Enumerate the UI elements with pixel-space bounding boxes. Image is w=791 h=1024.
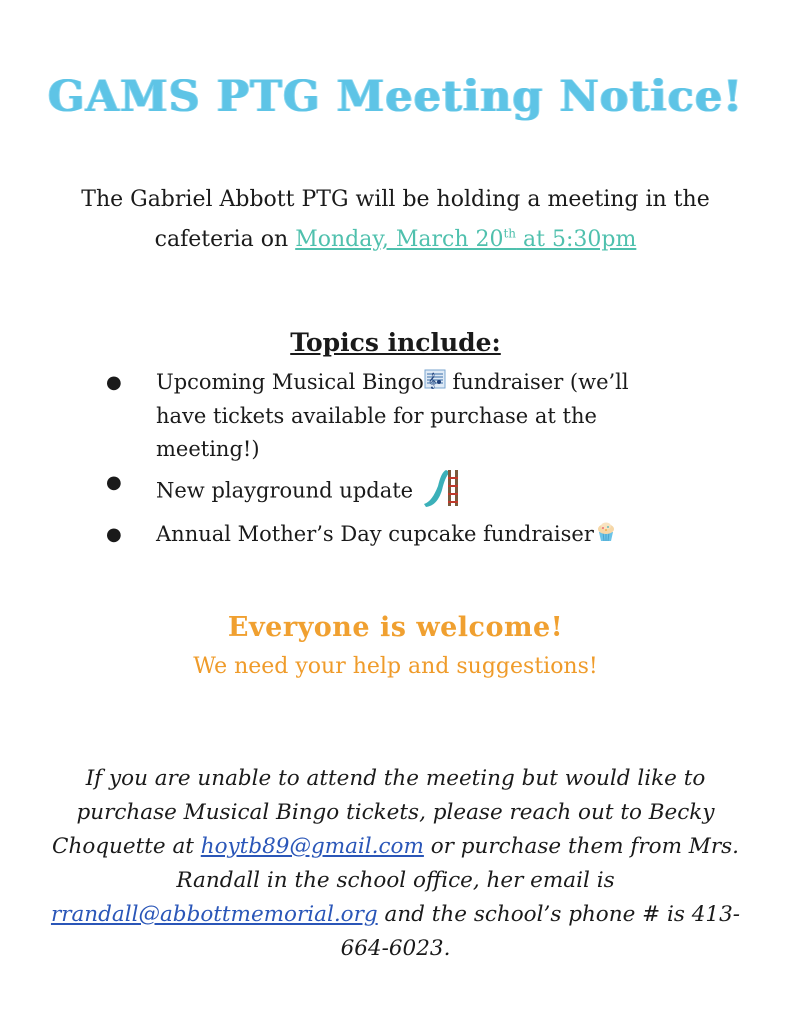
bullet-icon: ● — [106, 472, 122, 493]
svg-text:𝄞: 𝄞 — [427, 373, 437, 389]
intro-text: The Gabriel Abbott PTG will be holding a meeting in the cafeteria on — [81, 187, 710, 252]
email-link-randall[interactable]: rrandall@abbottmemorial.org — [50, 902, 378, 927]
topics-heading: Topics include: — [290, 328, 501, 357]
list-item: ● New playground update — [100, 466, 660, 518]
cupcake-icon — [594, 519, 618, 553]
bullet-icon: ● — [106, 524, 122, 545]
list-item: ● Upcoming Musical Bingo 𝄞 fundraiser (we’ll have tickets available for purchase at the meeting!) — [100, 366, 660, 466]
playground-slide-icon — [420, 466, 460, 518]
email-link-becky[interactable]: hoytb89@gmail.com — [200, 834, 424, 859]
help-text: We need your help and suggestions! — [193, 654, 598, 679]
intro-paragraph — [60, 180, 731, 260]
meeting-date-link[interactable]: Monday, March 20th at 5:30pm — [295, 226, 637, 252]
page-title: GAMS PTG Meeting Notice! — [47, 72, 744, 122]
welcome-heading: Everyone is welcome! — [227, 612, 564, 643]
list-item: ● Annual Mother’s Day cupcake fundraiser — [100, 518, 660, 553]
music-score-icon — [424, 367, 446, 400]
topics-list — [100, 366, 660, 553]
bullet-icon: ● — [106, 372, 122, 393]
footer-paragraph: If you are unable to attend the meeting but would like to purchase Musical Bingo tickets, please reach out to Becky Choquette at hoytb89@gmail.com or purchase them from Mrs. Randall in the school office, her email is rrandall@abbottmemorial.org and the school’s phone # is 413-664-6023. — [50, 766, 741, 961]
